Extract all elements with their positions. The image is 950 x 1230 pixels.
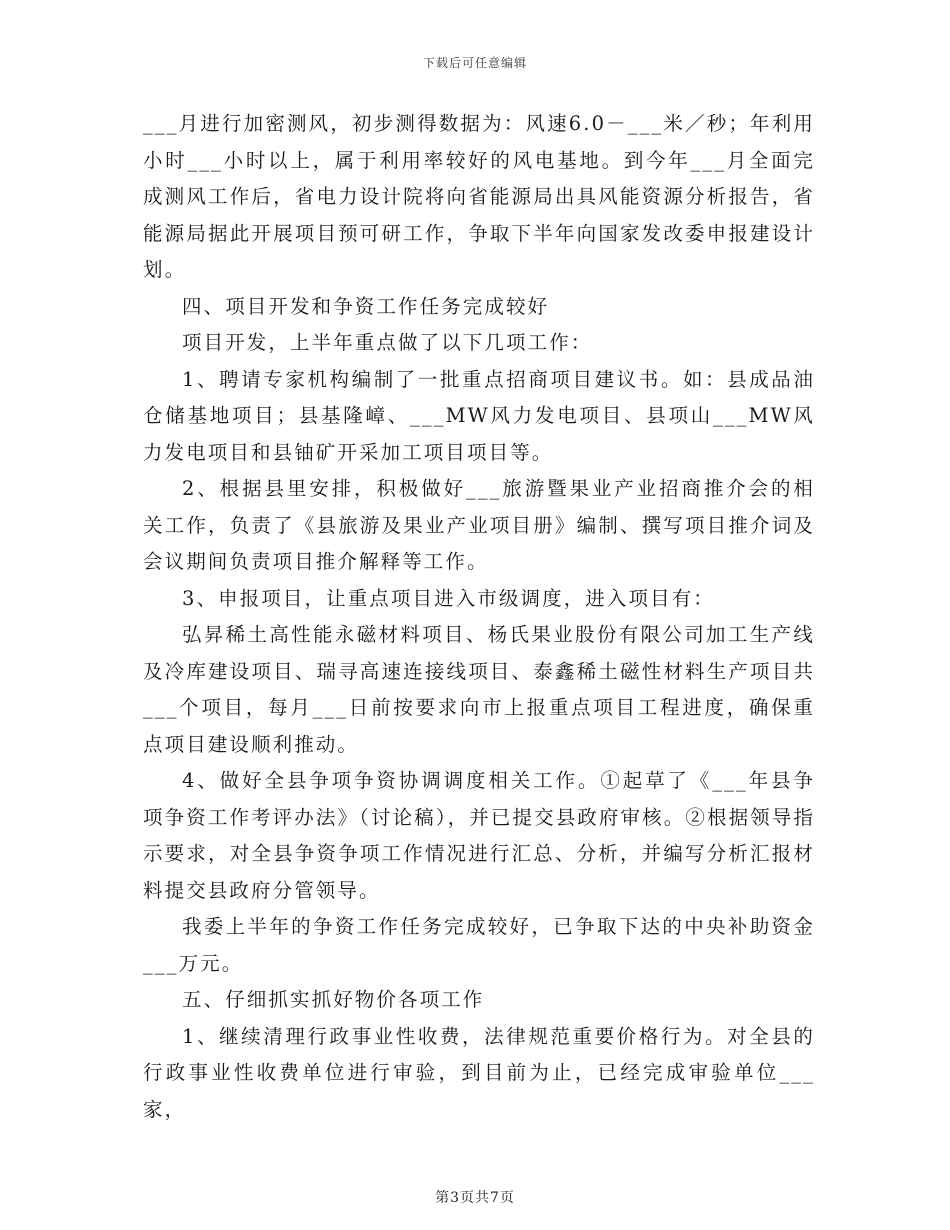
section-heading: 四、项目开发和争资工作任务完成较好	[182, 294, 550, 318]
section-heading: 五、仔细抓实抓好物价各项工作	[182, 988, 485, 1011]
paragraph: 4、做好全县争项争资协调调度相关工作。①起草了《___年县争项争资工作考评办法》（讨论稿），并已提交县政府审核。②根据领导指示要求，对全县争资争项工作情况进行汇总、分析，并编写分析汇报材料提交县政府分管领导。	[143, 769, 815, 902]
page-header: 下载后可任意编辑	[422, 56, 527, 70]
paragraph: 1、继续清理行政事业性收费，法律规范重要价格行为。对全县的行政事业性收费单位进行审验，到目前为止，已经完成审验单位___家，	[143, 1024, 815, 1121]
paragraph: 1、聘请专家机构编制了一批重点招商项目建议书。如：县成品油仓储基地项目；县基隆嶂、___MW风力发电项目、县项山___MW风力发电项目和县铀矿开采加工项目项目等。	[143, 367, 815, 464]
paragraph: 我委上半年的争资工作任务完成较好，已争取下达的中央补助资金___万元。	[143, 915, 815, 975]
paragraph: 2、根据县里安排，积极做好___旅游暨果业产业招商推介会的相关工作，负责了《县旅游及果业产业项目册》编制、撰写项目推介词及会议期间负责项目推介解释等工作。	[143, 477, 815, 573]
paragraph: ___月进行加密测风，初步测得数据为：风速6.0－___米／秒；年利用小时___小时以上，属于利用率较好的风电基地。到今年___月全面完成测风工作后，省电力设计院将向省能源局出具风能资源分析报告，省能源局据此开展项目预可研工作，争取下半年向国家发改委申报建设计划。	[143, 112, 815, 281]
paragraph: 项目开发，上半年重点做了以下几项工作：	[182, 331, 593, 354]
paragraph: 3、申报项目，让重点项目进入市级调度，进入项目有：	[182, 586, 715, 610]
page-number: 第3页共7页	[435, 1190, 515, 1206]
document-body	[143, 106, 815, 1128]
paragraph: 弘昇稀土高性能永磁材料项目、杨氏果业股份有限公司加工生产线及冷库建设项目、瑞寻高速连接线项目、泰鑫稀土磁性材料生产项目共___个项目，每月___日前按要求向市上报重点项目工程进度，确保重点项目建设顺利推动。	[143, 623, 815, 756]
